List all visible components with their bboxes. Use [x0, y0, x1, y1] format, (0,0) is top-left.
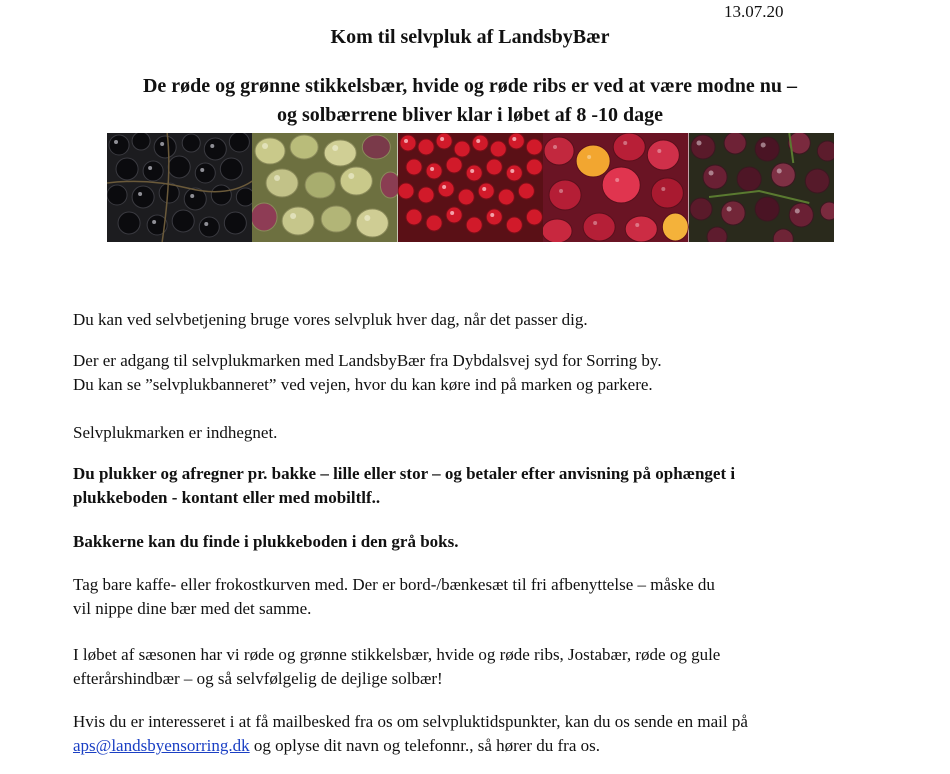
payment-line-2: plukkeboden - kontant eller med mobiltlf.. — [73, 488, 381, 507]
gooseberry-photo — [252, 133, 397, 242]
headline — [0, 72, 940, 130]
email-link[interactable]: aps@landsbyensorring.dk — [73, 736, 250, 755]
document-date: 13.07.20 — [724, 2, 784, 21]
directions-line-2: Du kan se ”selvplukbanneret” ved vejen, hvor du kan køre ind på marken og parkere. — [73, 375, 653, 394]
berry-photo-strip — [107, 133, 834, 242]
contact-line-2: og oplyse dit navn og telefonnr., så hører du fra os. — [249, 736, 600, 755]
blackcurrant-photo — [107, 133, 252, 242]
paragraph-daily-access: Du kan ved selvbetjening bruge vores selvpluk hver dag, når det passer dig. — [73, 310, 588, 329]
raspberry-photo — [543, 133, 688, 242]
page-title: Kom til selvpluk af LandsbyBær — [330, 26, 610, 48]
paragraph-fenced: Selvplukmarken er indhegnet. — [73, 423, 278, 442]
headline-line-1: De røde og grønne stikkelsbær, hvide og røde ribs er ved at være modne nu – — [142, 75, 798, 97]
paragraph-payment — [73, 462, 735, 510]
directions-line-1: Der er adgang til selvplukmarken med LandsbyBær fra Dybdalsvej syd for Sorring by. — [73, 351, 662, 370]
paragraph-season — [73, 643, 720, 691]
red-gooseberry-photo — [689, 133, 834, 242]
picnic-line-2: vil nippe dine bær med det samme. — [73, 599, 312, 618]
contact-line-1: Hvis du er interesseret i at få mailbesked fra os om selvpluktidspunkter, kan du os sende en mail på — [73, 712, 748, 731]
paragraph-trays: Bakkerne kan du finde i plukkeboden i den grå boks. — [73, 532, 459, 551]
payment-line-1: Du plukker og afregner pr. bakke – lille eller stor – og betaler efter anvisning på ophænget i — [73, 464, 736, 483]
redcurrant-photo — [398, 133, 543, 242]
headline-line-2: og solbærrene bliver klar i løbet af 8 -10 dage — [276, 104, 664, 126]
paragraph-picnic — [73, 573, 715, 621]
season-line-2: efterårshindbær – og så selvfølgelig de dejlige solbær! — [73, 669, 443, 688]
paragraph-directions — [73, 349, 662, 397]
season-line-1: I løbet af sæsonen har vi røde og grønne stikkelsbær, hvide og røde ribs, Jostabær, røde og gule — [73, 645, 721, 664]
paragraph-contact — [73, 710, 748, 758]
picnic-line-1: Tag bare kaffe- eller frokostkurven med. Der er bord-/bænkesæt til fri afbenyttelse – måske du — [73, 575, 715, 594]
